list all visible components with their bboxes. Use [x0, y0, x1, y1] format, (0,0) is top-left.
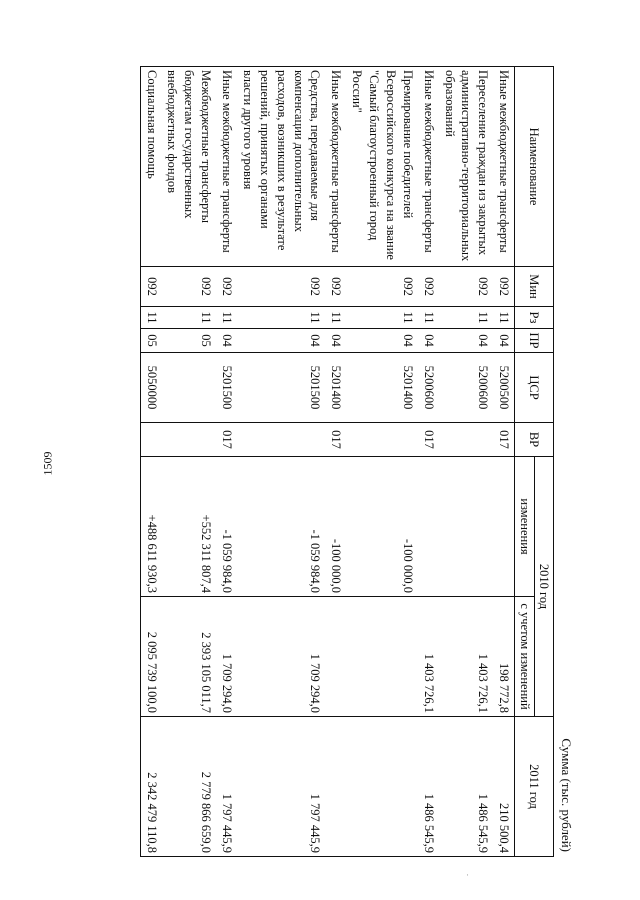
table-header: [515, 67, 554, 857]
row-rz: 11: [439, 307, 494, 329]
row-vr: [346, 423, 418, 457]
row-changes: -1 059 984,0: [216, 457, 237, 597]
row-name: Иные межбюджетные трансферты: [418, 67, 439, 267]
header-min: Мин: [515, 267, 554, 307]
row-min: 092: [493, 267, 514, 307]
row-year-2011: 1 797 445,9: [237, 717, 325, 857]
row-changes: -100 000,0: [326, 457, 347, 597]
row-year-2011: 2 342 479 110,8: [140, 717, 161, 857]
row-vr: [162, 423, 217, 457]
row-csr: 5201400: [346, 353, 418, 423]
table-row: [326, 67, 347, 857]
header-vr: ВР: [515, 423, 554, 457]
row-rz: 11: [418, 307, 439, 329]
row-pr: 04: [493, 329, 514, 353]
header-year-2010: 2010 год: [534, 457, 553, 717]
row-with-changes: 1 403 726,1: [439, 597, 494, 717]
row-pr: 04: [346, 329, 418, 353]
row-year-2011: [346, 717, 418, 857]
row-year-2011: [326, 717, 347, 857]
row-name: Иные межбюджетные трансферты: [216, 67, 237, 267]
row-year-2011: 210 500,4: [493, 717, 514, 857]
row-name: Средства, передаваемые для компенсации дополнительных расходов, возникших в результате решений, принятых органами власти другого уровня: [237, 67, 325, 267]
row-with-changes: 2 095 739 100,0: [140, 597, 161, 717]
row-year-2011: 1 486 545,9: [418, 717, 439, 857]
table-row: [216, 67, 237, 857]
row-changes: -1 059 984,0: [237, 457, 325, 597]
row-changes: [418, 457, 439, 597]
table-row: [346, 67, 418, 857]
row-pr: 04: [326, 329, 347, 353]
row-changes: [439, 457, 494, 597]
margin-mark: ·: [466, 870, 469, 880]
row-changes: +488 611 930,3: [140, 457, 161, 597]
row-year-2011: 1 486 545,9: [439, 717, 494, 857]
row-rz: 11: [326, 307, 347, 329]
row-csr: 5200600: [439, 353, 494, 423]
row-csr: 5201400: [326, 353, 347, 423]
header-year-2011: 2011 год: [515, 717, 554, 857]
row-min: 092: [216, 267, 237, 307]
row-min: 092: [162, 267, 217, 307]
row-csr: [162, 353, 217, 423]
row-rz: 11: [346, 307, 418, 329]
table-row: [418, 67, 439, 857]
row-min: 092: [418, 267, 439, 307]
row-vr: [237, 423, 325, 457]
row-min: 092: [346, 267, 418, 307]
row-year-2011: 2 779 866 659,0: [162, 717, 217, 857]
header-with-changes: с учетом изменений: [515, 597, 534, 717]
row-csr: 5050000: [140, 353, 161, 423]
row-csr: 5201500: [216, 353, 237, 423]
row-rz: 11: [162, 307, 217, 329]
row-with-changes: 1 709 294,0: [237, 597, 325, 717]
budget-table: [140, 66, 554, 857]
table-body: [140, 67, 515, 857]
row-rz: 11: [493, 307, 514, 329]
row-vr: [140, 423, 161, 457]
table-row: [493, 67, 514, 857]
row-csr: 5200600: [418, 353, 439, 423]
header-name: Наименование: [515, 67, 554, 267]
row-with-changes: 198 772,8: [493, 597, 514, 717]
row-min: 092: [140, 267, 161, 307]
row-name: Иные межбюджетные трансферты: [326, 67, 347, 267]
row-rz: 11: [140, 307, 161, 329]
row-rz: 11: [216, 307, 237, 329]
row-name: Социальная помощь: [140, 67, 161, 267]
row-pr: 04: [439, 329, 494, 353]
row-with-changes: [346, 597, 418, 717]
header-changes: изменения: [515, 457, 534, 597]
table-row: [439, 67, 494, 857]
row-min: 092: [326, 267, 347, 307]
row-with-changes: [326, 597, 347, 717]
row-name: Премирование победителей Всероссийского конкурса на звание "Самый благоустроенный город России": [346, 67, 418, 267]
row-name: Переселение граждан из закрытых административно-территориальных образований: [439, 67, 494, 267]
table-row: [162, 67, 217, 857]
row-min: 092: [439, 267, 494, 307]
row-min: 092: [237, 267, 325, 307]
row-changes: +552 311 807,4: [162, 457, 217, 597]
table-row: [140, 67, 161, 857]
row-vr: 017: [326, 423, 347, 457]
units-caption: Сумма (тыс. рублей): [559, 738, 574, 852]
row-year-2011: 1 797 445,9: [216, 717, 237, 857]
row-changes: -100 000,0: [346, 457, 418, 597]
row-vr: 017: [493, 423, 514, 457]
row-pr: 05: [140, 329, 161, 353]
row-with-changes: 1 403 726,1: [418, 597, 439, 717]
row-csr: 5201500: [237, 353, 325, 423]
page-number: 1509: [40, 451, 55, 476]
row-pr: 04: [418, 329, 439, 353]
row-vr: [439, 423, 494, 457]
header-rz: Рз: [515, 307, 554, 329]
table-row: [237, 67, 325, 857]
row-rz: 11: [237, 307, 325, 329]
row-pr: 05: [162, 329, 217, 353]
row-changes: [493, 457, 514, 597]
row-with-changes: 1 709 294,0: [216, 597, 237, 717]
row-name: Межбюджетные трансферты бюджетам государственных внебюджетных фондов: [162, 67, 217, 267]
row-csr: 5200500: [493, 353, 514, 423]
header-csr: ЦСР: [515, 353, 554, 423]
row-pr: 04: [216, 329, 237, 353]
row-name: Иные межбюджетные трансферты: [493, 67, 514, 267]
header-pr: ПР: [515, 329, 554, 353]
row-pr: 04: [237, 329, 325, 353]
row-vr: 017: [216, 423, 237, 457]
row-with-changes: 2 393 105 011,7: [162, 597, 217, 717]
row-vr: 017: [418, 423, 439, 457]
rotated-budget-table-page: [134, 66, 574, 856]
